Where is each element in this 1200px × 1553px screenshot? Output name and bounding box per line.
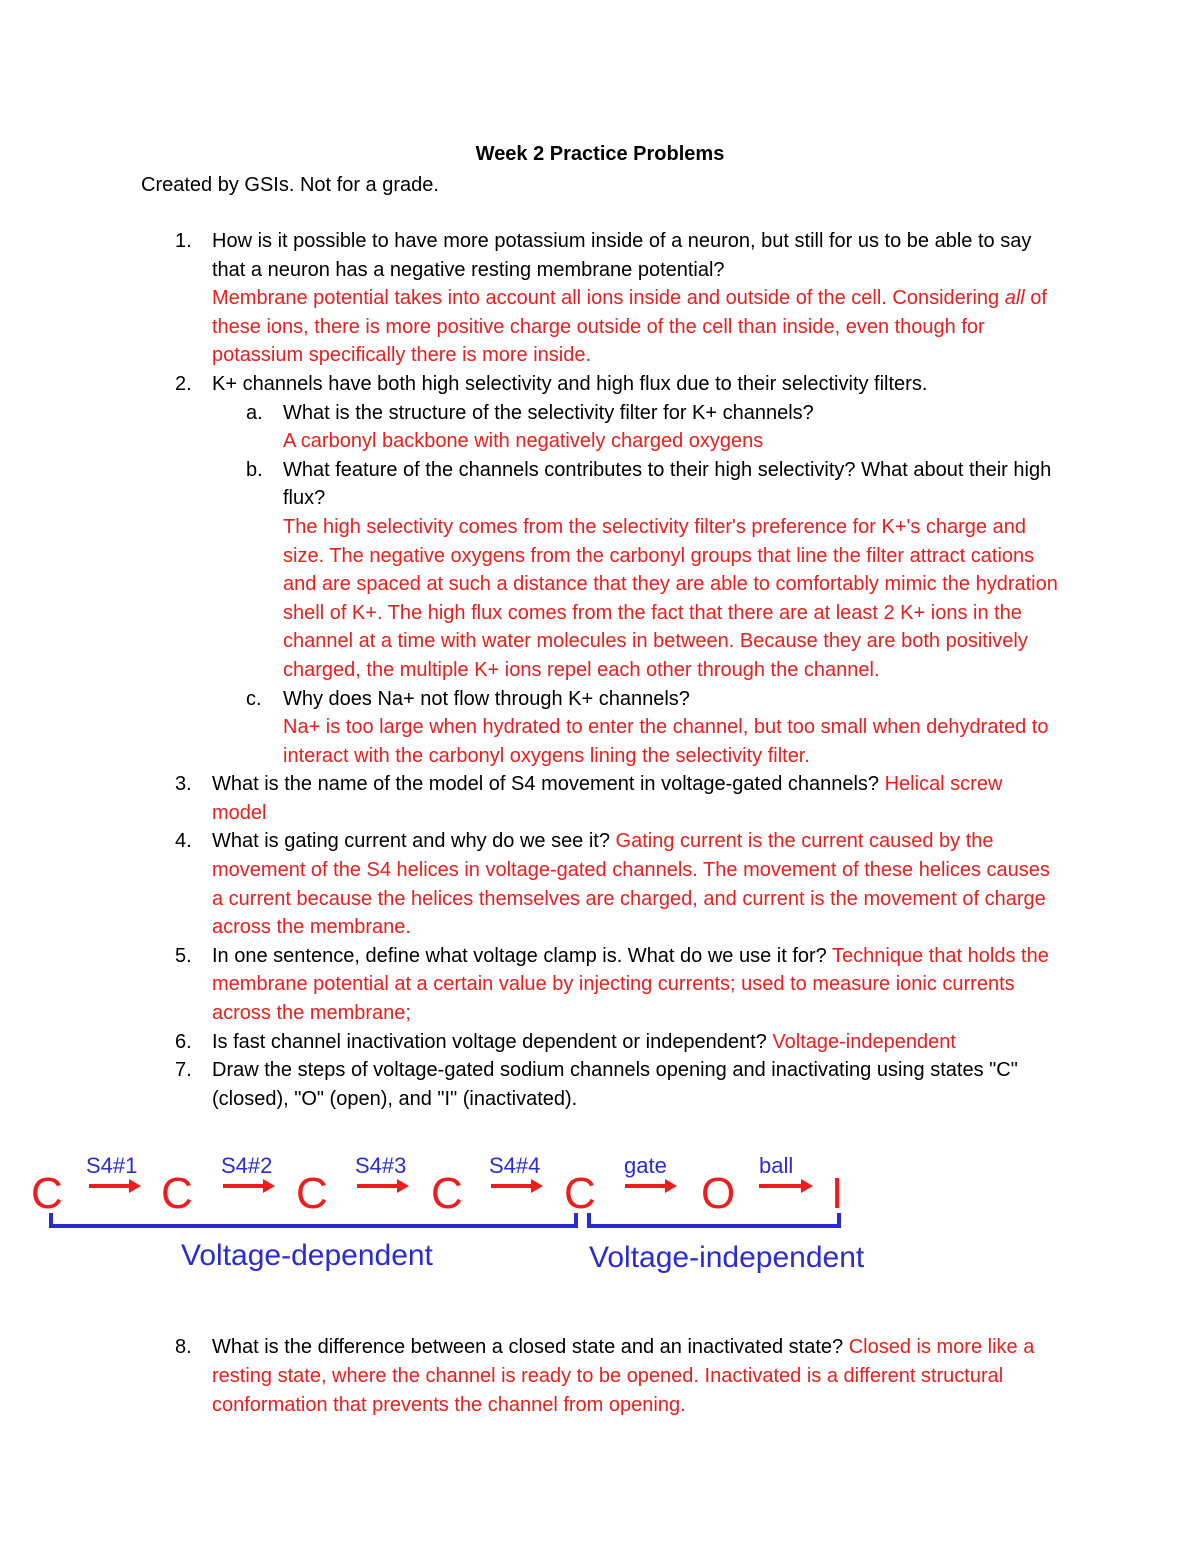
answer-text: of these ions, there is more positive charge outside of the cell than inside, even though for potassium specifically there is more inside.	[212, 287, 1047, 367]
question-6	[141, 1028, 1061, 1057]
subquestion-letter: b.	[246, 458, 263, 481]
question-number: 7.	[175, 1059, 192, 1082]
transition-label-s4-3: S4#3	[355, 1153, 407, 1179]
state-c4: C	[431, 1169, 463, 1219]
state-c5: C	[564, 1169, 596, 1219]
page-subtitle: Created by GSIs. Not for a grade.	[141, 174, 439, 196]
answer-text: Na+ is too large when hydrated to enter the channel, but too small when dehydrated to interact with the carbonyl oxygens lining the selectivity filter.	[283, 716, 1049, 767]
sodium-channel-state-diagram	[11, 1123, 921, 1313]
arrow-icon	[89, 1179, 141, 1193]
arrow-icon	[625, 1179, 677, 1193]
state-c3: C	[296, 1169, 328, 1219]
subquestion-letter: c.	[246, 687, 262, 710]
transition-label-s4-1: S4#1	[86, 1153, 138, 1179]
arrow-icon	[759, 1179, 813, 1193]
transition-label-s4-2: S4#2	[221, 1153, 273, 1179]
question-text: Draw the steps of voltage-gated sodium channels opening and inactivating using states "C" (closed), "O" (open), and "I" (inactivated).	[212, 1059, 1018, 1110]
problem-list	[31, 227, 1061, 1419]
question-number: 4.	[175, 830, 192, 853]
question-text: What is the name of the model of S4 movement in voltage-gated channels?	[212, 773, 885, 796]
question-number: 5.	[175, 944, 192, 967]
question-text: What is gating current and why do we see it?	[212, 830, 616, 853]
voltage-independent-label: Voltage-independent	[589, 1241, 865, 1275]
answer-text: A carbonyl backbone with negatively charged oxygens	[283, 430, 764, 453]
subquestion-c	[212, 685, 1061, 771]
answer-text: Technique that holds the membrane potential at a certain value by injecting currents; used to measure ionic currents across the membrane;	[212, 944, 1049, 1025]
state-i: I	[831, 1169, 844, 1219]
state-c1: C	[31, 1169, 63, 1219]
transition-label-ball: ball	[759, 1153, 794, 1179]
answer-text: Gating current is the current caused by the movement of the S4 helices in voltage-gated channels. The movement of these helices causes a current because the helices themselves are charged, and current is the movement of charge across the membrane.	[212, 830, 1050, 939]
question-number: 3.	[175, 773, 192, 796]
state-c2: C	[161, 1169, 193, 1219]
question-text: Is fast channel inactivation voltage dependent or independent?	[212, 1030, 773, 1053]
subquestion-text: Why does Na+ not flow through K+ channels?	[283, 687, 690, 710]
subquestion-text: What feature of the channels contributes to their high selectivity? What about their high flux?	[283, 458, 1052, 510]
question-number: 8.	[175, 1336, 192, 1359]
state-o: O	[701, 1169, 736, 1219]
answer-text: Membrane potential takes into account all ions inside and outside of the cell. Considering	[212, 287, 1005, 310]
page-title: Week 2 Practice Problems	[475, 143, 725, 165]
subquestion-letter: a.	[246, 401, 263, 424]
question-text: What is the difference between a closed state and an inactivated state?	[212, 1336, 849, 1359]
answer-emphasis: all	[1004, 287, 1025, 310]
answer-text: Voltage-independent	[772, 1030, 956, 1053]
question-text: In one sentence, define what voltage clamp is. What do we use it for?	[212, 944, 832, 967]
question-5	[141, 942, 1061, 1028]
question-number: 1.	[175, 230, 192, 252]
answer-text: Closed is more like a resting state, where the channel is ready to be opened. Inactivated is a different structural conformation that prevents the channel from opening.	[212, 1336, 1035, 1416]
subquestion-a	[212, 399, 1061, 456]
subquestion-text: What is the structure of the selectivity filter for K+ channels?	[283, 401, 814, 424]
question-7	[141, 1056, 1061, 1113]
question-3	[141, 770, 1061, 827]
arrow-icon	[357, 1179, 409, 1193]
transition-label-s4-4: S4#4	[489, 1153, 541, 1179]
question-number: 6.	[175, 1030, 192, 1053]
subquestion-b	[212, 456, 1061, 685]
voltage-dependent-label: Voltage-dependent	[181, 1239, 433, 1273]
question-1	[141, 227, 1061, 370]
arrow-icon	[223, 1179, 275, 1193]
question-text: How is it possible to have more potassium inside of a neuron, but still for us to be able to say that a neuron has a negative resting membrane potential?	[212, 230, 1032, 281]
question-number: 2.	[175, 372, 192, 395]
arrow-icon	[491, 1179, 543, 1193]
answer-text: Helical screw model	[212, 773, 1003, 824]
transition-label-gate: gate	[624, 1153, 667, 1179]
question-4	[141, 827, 1061, 941]
question-8	[141, 1333, 1061, 1419]
answer-text: The high selectivity comes from the selectivity filter's preference for K+'s charge and size. The negative oxygens from the carbonyl groups that line the filter attract cations and are spaced at such a distance that they are able to comfortably mimic the hydration shell of K+. The high flux comes from the fact that there are at least 2 K+ ions in the channel at a time with water molecules in between. Because they are both positively charged, the multiple K+ ions repel each other through the channel.	[283, 515, 1058, 681]
question-text: K+ channels have both high selectivity and high flux due to their selectivity filters.	[212, 372, 928, 395]
question-2	[141, 370, 1061, 770]
